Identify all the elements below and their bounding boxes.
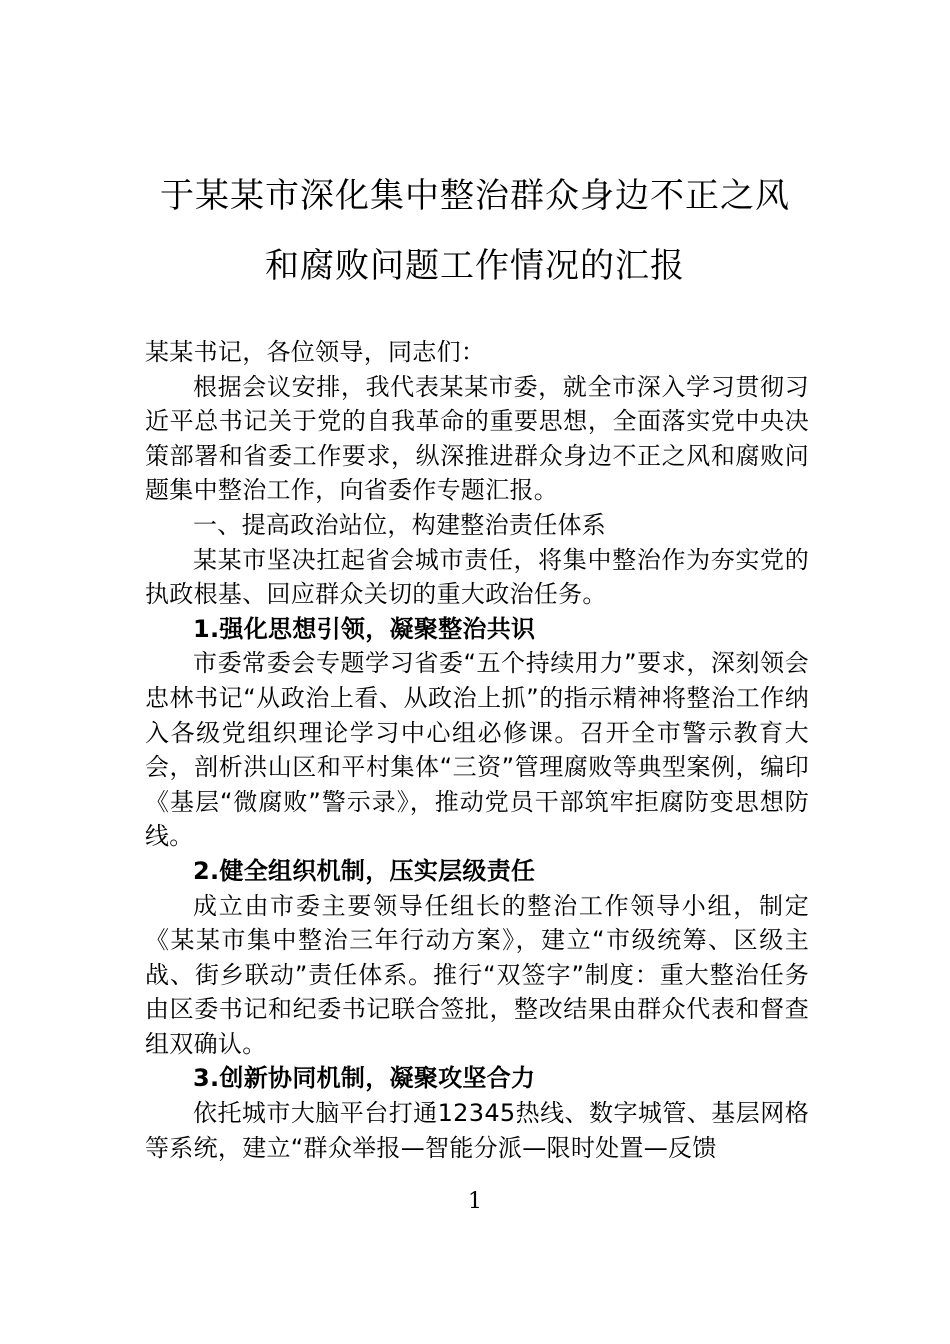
subheading-1: 1.强化思想引领，凝聚整治共识 (193, 614, 536, 643)
subsection-3-paragraph: 依托城市大脑平台打通12345热线、数字城管、基层网格等系统，建立“群众举报—智能分派—限时处置—反馈 (145, 1099, 809, 1162)
subsection-1-paragraph: 市委常委会专题学习省委“五个持续用力”要求，深刻领会忠林书记“从政治上看、从政治上抓”的指示精神将整治工作纳入各级党组织理论学习中心组必修课。召开全市警示教育大会，剖析洪山区和平村集体“三资”管理腐败等典型案例，编印《基层“微腐败”警示录》，推动党员干部筑牢拒腐防变思想防线。 (145, 649, 809, 851)
document-body (145, 335, 809, 1165)
document-title-line-2: 和腐败问题工作情况的汇报 (265, 246, 685, 286)
subsection-2-paragraph: 成立由市委主要领导任组长的整治工作领导小组，制定《某某市集中整治三年行动方案》，建立“市级统筹、区级主战、街乡联动”责任体系。推行“双签字”制度：重大整治任务由区委书记和纪委书记联合签批，整改结果由群众代表和督查组双确认。 (145, 891, 809, 1058)
subheading-3: 3.创新协同机制，凝聚攻坚合力 (193, 1064, 536, 1093)
salutation: 某某书记，各位领导，同志们： (145, 338, 486, 366)
section-1-paragraph: 某某市坚决扛起省会城市责任，将集中整治作为夯实党的执政根基、回应群众关切的重大政治任务。 (145, 545, 809, 609)
page-number: 1 (468, 1189, 482, 1214)
intro-paragraph: 根据会议安排，我代表某某市委，就全市深入学习贯彻习近平总书记关于党的自我革命的重要思想，全面落实党中央决策部署和省委工作要求，纵深推进群众身边不正之风和腐败问题集中整治工作，向省委作专题汇报。 (145, 372, 809, 505)
section-heading-1: 一、提高政治站位，构建整治责任体系 (193, 510, 607, 539)
document-title-line-1: 于某某市深化集中整治群众身边不正之风 (160, 176, 790, 216)
subheading-2: 2.健全组织机制，压实层级责任 (193, 856, 536, 885)
